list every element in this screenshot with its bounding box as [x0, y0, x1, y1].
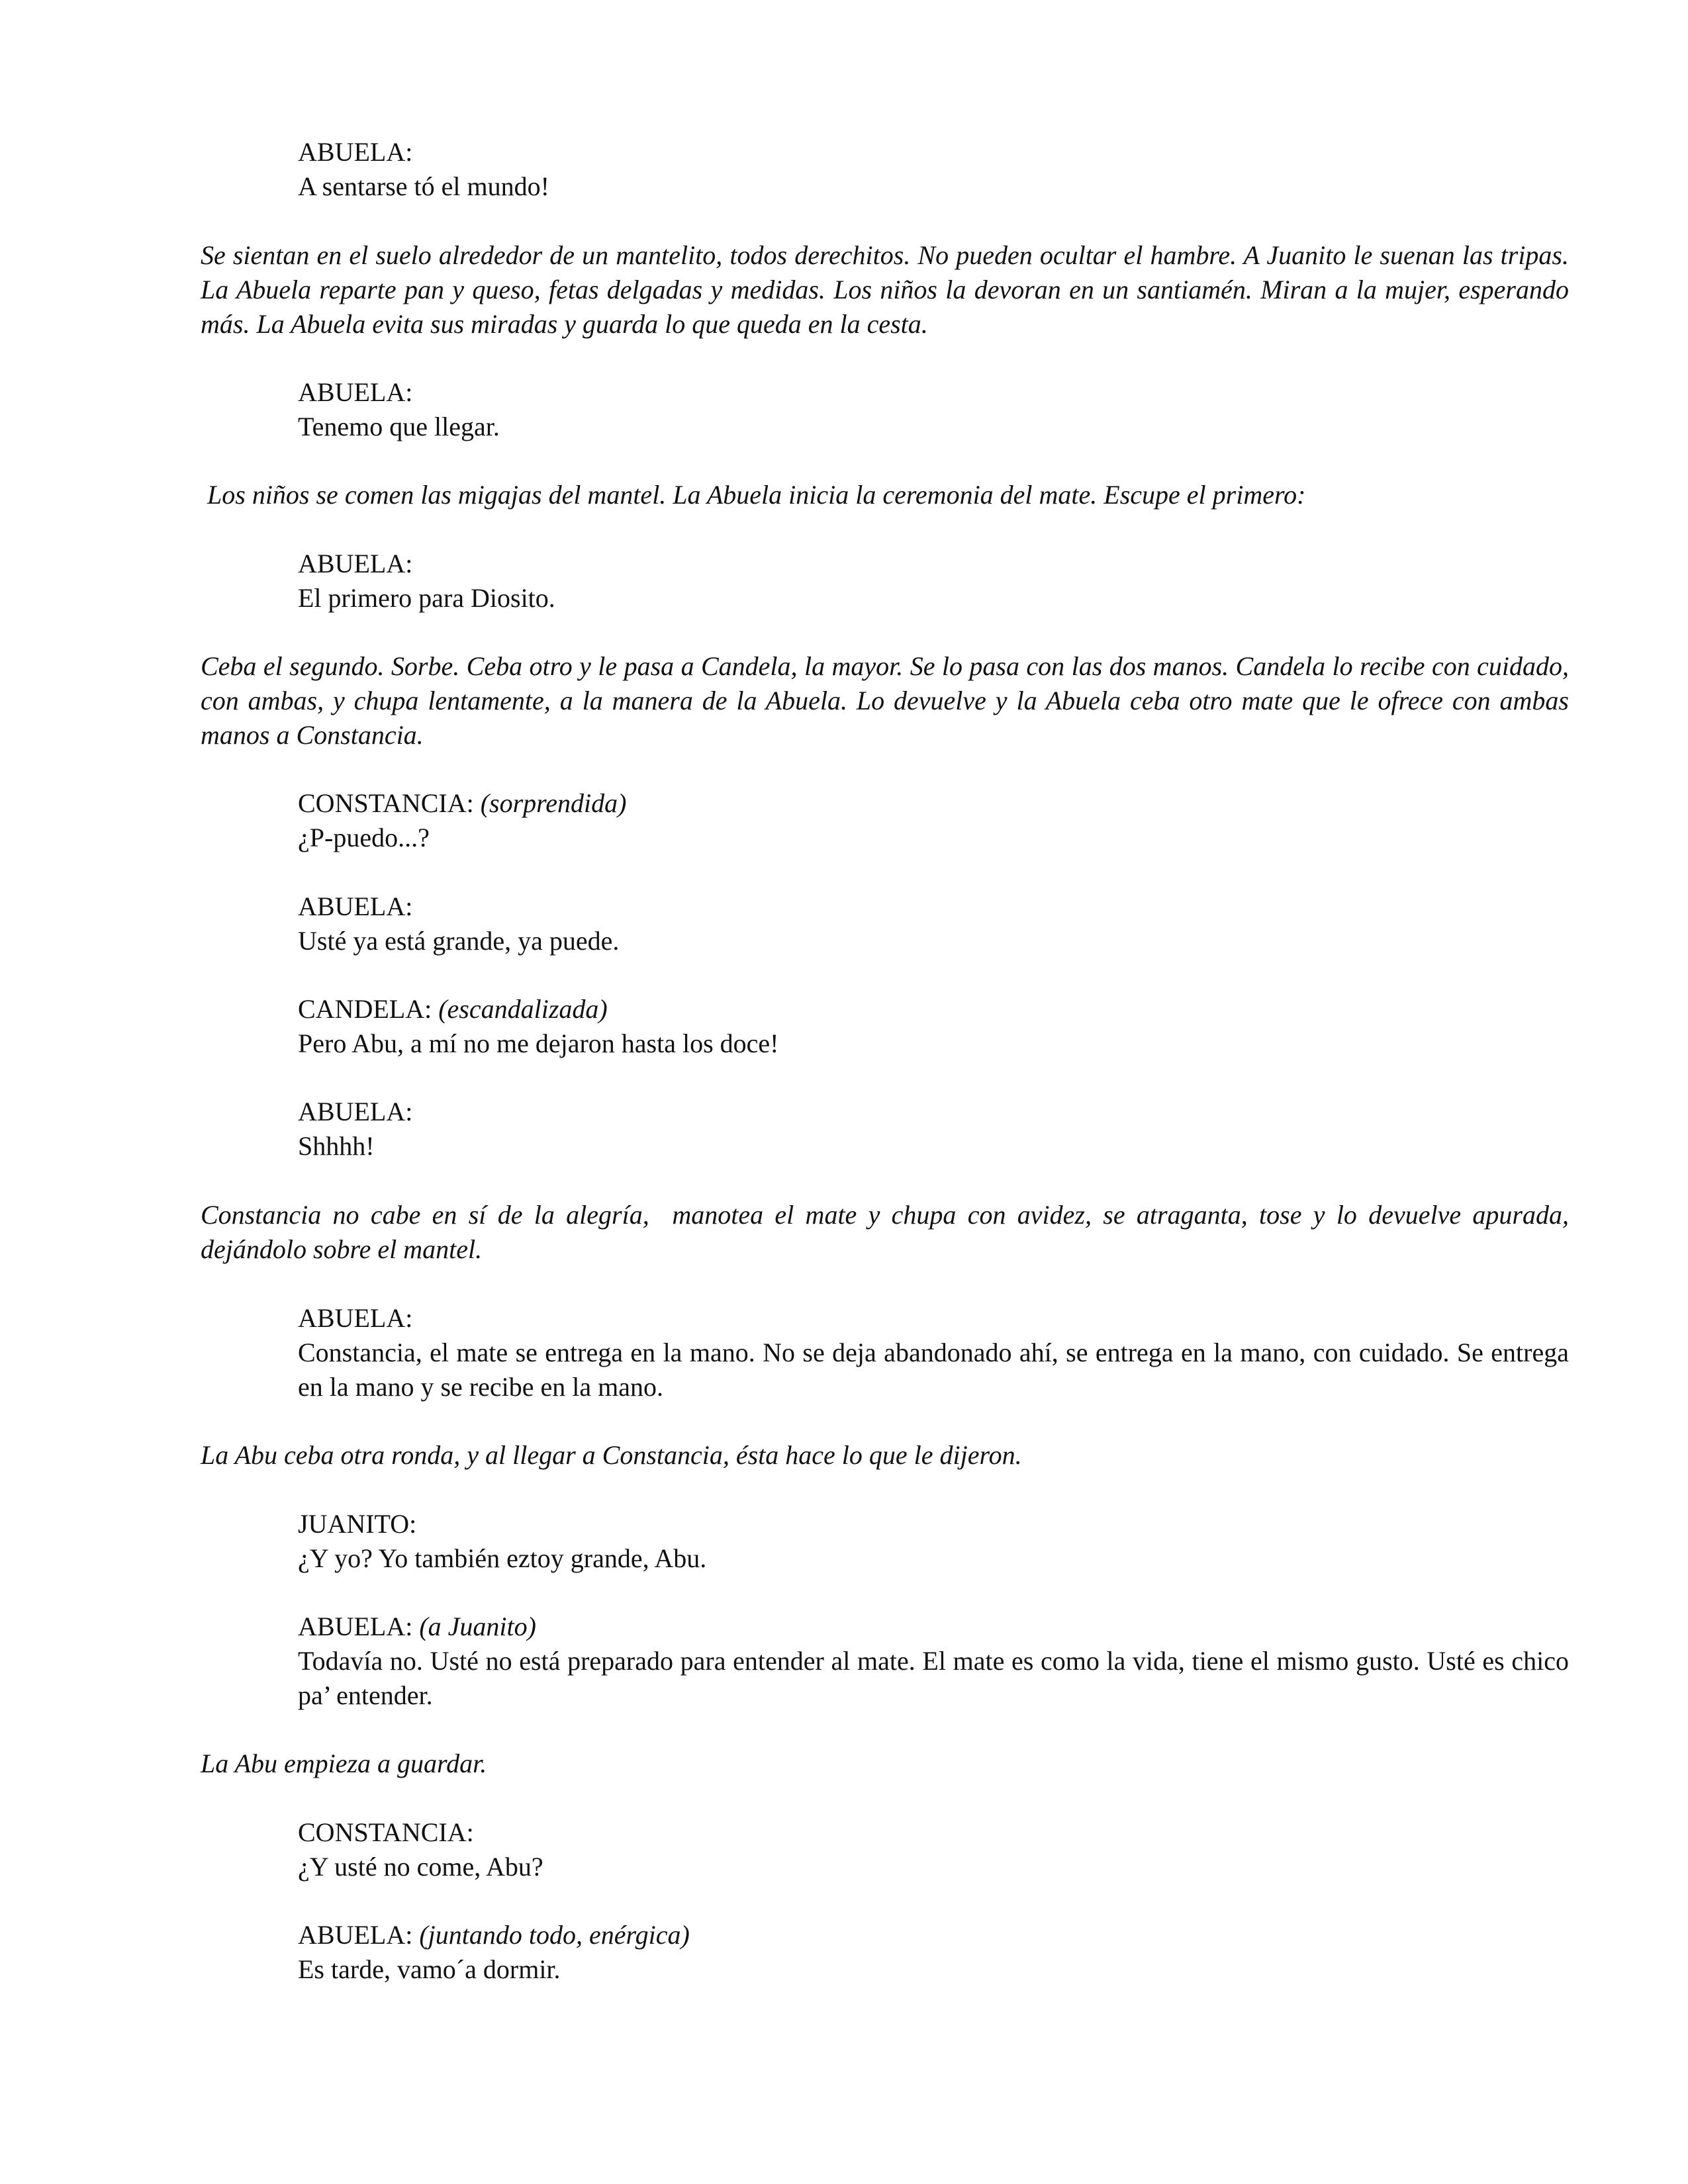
- speaker-name: ABUELA: [298, 891, 406, 921]
- stage-direction: Los niños se comen las migajas del mantel. La Abuela inicia la ceremonia del mate. Escupe el primero:: [201, 480, 1306, 510]
- dialogue-line: A sentarse tó el mundo!: [298, 171, 549, 201]
- stage-direction: Constancia no cabe en sí de la alegría, manotea el mate y chupa con avidez, se atraganta, tose y lo devuelve apurada, dejándolo sobre el mantel.: [201, 1200, 1575, 1264]
- speaker-line: ABUELA:: [298, 377, 413, 407]
- stage-direction: Se sientan en el suelo alrededor de un mantelito, todos derechitos. No pueden ocultar el hambre. A Juanito le suenan las tripas. La Abuela reparte pan y queso, fetas delgadas y medidas. Los niños la devoran en un santiamén. Miran a la mujer, esperando más. La Abuela evita sus miradas y guarda lo que queda en la cesta.: [201, 240, 1569, 339]
- speaker-line: ABUELA: (a Juanito): [298, 1612, 536, 1641]
- dialogue-block: [298, 992, 1569, 1061]
- stage-direction: Ceba el segundo. Sorbe. Ceba otro y le pasa a Candela, la mayor. Se lo pasa con las dos manos. Candela lo recibe con cuidado, con ambas, y chupa lentamente, a la manera de la Abuela. Lo devuelve y la Abuela ceba otro mate que le ofrece con ambas manos a Constancia.: [201, 651, 1569, 750]
- dialogue-line: Usté ya está grande, ya puede.: [298, 926, 620, 956]
- speaker-line: CONSTANCIA: (sorprendida): [298, 788, 627, 818]
- dialogue-line: Shhhh!: [298, 1131, 375, 1161]
- stage-direction: La Abu empieza a guardar.: [201, 1749, 487, 1778]
- speaker-name: CONSTANCIA: [298, 1817, 467, 1847]
- dialogue-block: [298, 889, 1569, 958]
- speaker-name: CONSTANCIA: [298, 788, 467, 818]
- speaker-name: ABUELA: [298, 1097, 406, 1126]
- speaker-name: JUANITO: [298, 1509, 410, 1539]
- dialogue-block: [298, 1610, 1569, 1713]
- speaker-line: JUANITO:: [298, 1509, 417, 1539]
- dialogue-block: [298, 547, 1569, 615]
- speaker-line: ABUELA:: [298, 1097, 413, 1126]
- speaker-name: ABUELA: [298, 1920, 406, 1950]
- speaker-line: ABUELA:: [298, 1303, 413, 1333]
- dialogue-line: El primero para Diosito.: [298, 583, 555, 613]
- speaker-name: ABUELA: [298, 1303, 406, 1333]
- speaker-line: ABUELA:: [298, 549, 413, 578]
- dialogue-line: Es tarde, vamo´a dormir.: [298, 1954, 561, 1984]
- dialogue-block: [298, 786, 1569, 855]
- speaker-line: CONSTANCIA:: [298, 1817, 474, 1847]
- dialogue-block: [298, 1095, 1569, 1163]
- speaker-line: ABUELA:: [298, 891, 413, 921]
- parenthetical: (escandalizada): [438, 994, 608, 1024]
- parenthetical: (sorprendida): [480, 788, 627, 818]
- dialogue-block: [298, 1815, 1569, 1884]
- dialogue-block: [298, 1507, 1569, 1576]
- dialogue-block: [298, 375, 1569, 444]
- stage-direction: La Abu ceba otra ronda, y al llegar a Constancia, ésta hace lo que le dijeron.: [201, 1440, 1022, 1470]
- speaker-line: CANDELA: (escandalizada): [298, 994, 608, 1024]
- speaker-name: ABUELA: [298, 549, 406, 578]
- speaker-name: ABUELA: [298, 377, 406, 407]
- dialogue-line: ¿Y usté no come, Abu?: [298, 1852, 543, 1882]
- dialogue-line: Pero Abu, a mí no me dejaron hasta los doce!: [298, 1028, 779, 1058]
- speaker-line: ABUELA: (juntando todo, enérgica): [298, 1920, 690, 1950]
- speaker-name: ABUELA: [298, 1612, 406, 1641]
- speaker-name: CANDELA: [298, 994, 425, 1024]
- dialogue-block: [298, 1301, 1569, 1404]
- dialogue-block: [298, 135, 1569, 204]
- speaker-line: ABUELA:: [298, 137, 413, 167]
- parenthetical: (juntando todo, enérgica): [419, 1920, 690, 1950]
- dialogue-line: ¿Y yo? Yo también eztoy grande, Abu.: [298, 1543, 707, 1573]
- dialogue-line: Todavía no. Usté no está preparado para entender al mate. El mate es como la vida, tiene el mismo gusto. Usté es chico pa’ entender.: [298, 1646, 1569, 1710]
- parenthetical: (a Juanito): [419, 1612, 536, 1641]
- dialogue-line: Tenemo que llegar.: [298, 412, 500, 441]
- dialogue-block: [298, 1918, 1569, 1987]
- speaker-name: ABUELA: [298, 137, 406, 167]
- dialogue-line: Constancia, el mate se entrega en la mano. No se deja abandonado ahí, se entrega en la mano, con cuidado. Se entrega en la mano y se recibe en la mano.: [298, 1338, 1569, 1402]
- dialogue-line: ¿P-puedo...?: [298, 823, 430, 852]
